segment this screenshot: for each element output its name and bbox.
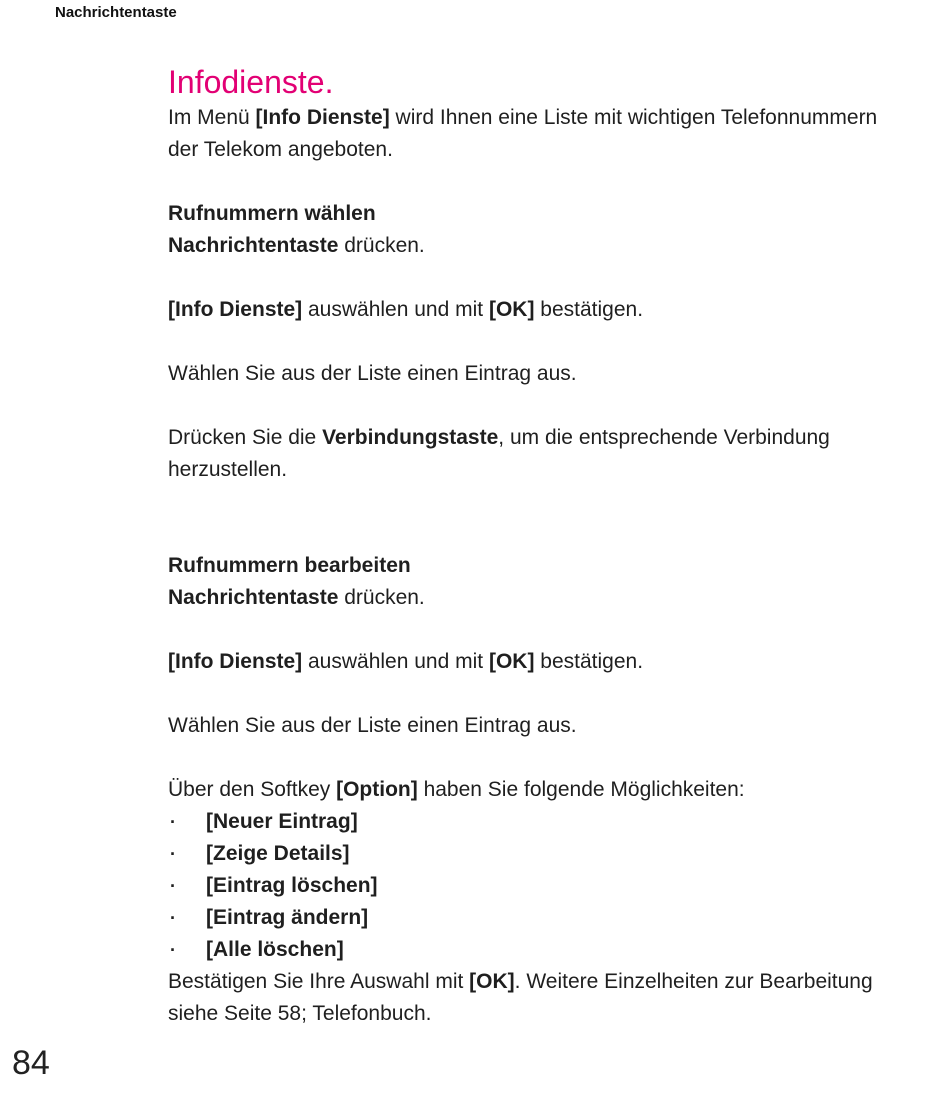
- edit-step-2-post: bestätigen.: [534, 650, 644, 673]
- page-content: [168, 62, 908, 1030]
- intro-menu-ref: [Info Dienste]: [255, 106, 390, 129]
- option-label: [Alle löschen]: [206, 938, 344, 961]
- bullet-icon: ·: [170, 844, 176, 864]
- running-head: Nachrichtentaste: [55, 4, 177, 21]
- dial-step-1-key: Nachrichtentaste: [168, 234, 339, 257]
- intro-post: wird Ihnen eine Liste mit wichtigen Telefonnummern der Telekom angeboten.: [168, 106, 878, 161]
- options-softkey: [Option]: [336, 778, 418, 801]
- dial-step-1: [168, 230, 908, 262]
- dial-step-4-post: , um die entsprechende Verbindung herzustellen.: [168, 426, 830, 481]
- intro-pre: Im Menü: [168, 106, 256, 129]
- option-label: [Eintrag löschen]: [206, 874, 378, 897]
- edit-step-1-key: Nachrichtentaste: [168, 586, 339, 609]
- options-intro: [168, 774, 908, 806]
- dial-step-2: [168, 294, 908, 326]
- dial-step-3: Wählen Sie aus der Liste einen Eintrag aus.: [168, 362, 577, 385]
- page-title: Infodienste.: [168, 64, 334, 100]
- dial-step-2-menu: [Info Dienste]: [168, 298, 303, 321]
- dial-step-2-ok: [OK]: [488, 298, 535, 321]
- edit-step-2: [168, 646, 908, 678]
- confirm-paragraph: [168, 966, 908, 1030]
- confirm-post: . Weitere Einzelheiten zur Bearbeitung siehe Seite 58; Telefonbuch.: [168, 970, 873, 1025]
- confirm-pre: Bestätigen Sie Ihre Auswahl mit: [168, 970, 470, 993]
- list-item: [168, 806, 908, 838]
- dial-step-4: [168, 422, 908, 486]
- section-heading-edit: Rufnummern bearbeiten: [168, 554, 411, 577]
- bullet-icon: ·: [170, 812, 176, 832]
- list-item: [168, 870, 908, 902]
- edit-step-2-ok: [OK]: [488, 650, 535, 673]
- dial-step-4-pre: Drücken Sie die: [168, 426, 323, 449]
- edit-step-3: Wählen Sie aus der Liste einen Eintrag aus.: [168, 714, 577, 737]
- list-item: [168, 934, 908, 966]
- bullet-icon: ·: [170, 908, 176, 928]
- bullet-icon: ·: [170, 940, 176, 960]
- section-heading-dial: Rufnummern wählen: [168, 202, 376, 225]
- options-intro-post: haben Sie folgende Möglichkeiten:: [417, 778, 745, 801]
- edit-step-2-mid: auswählen und mit: [302, 650, 489, 673]
- edit-step-1-text: drücken.: [338, 586, 425, 609]
- list-item: [168, 902, 908, 934]
- options-list: [168, 806, 908, 966]
- option-label: [Neuer Eintrag]: [206, 810, 358, 833]
- bullet-icon: ·: [170, 876, 176, 896]
- dial-step-2-post: bestätigen.: [534, 298, 644, 321]
- dial-step-1-text: drücken.: [338, 234, 425, 257]
- dial-step-2-mid: auswählen und mit: [302, 298, 489, 321]
- list-item: [168, 838, 908, 870]
- edit-step-1: [168, 582, 908, 614]
- dial-step-4-key: Verbindungstaste: [322, 426, 499, 449]
- option-label: [Zeige Details]: [206, 842, 350, 865]
- edit-step-2-menu: [Info Dienste]: [168, 650, 303, 673]
- intro-paragraph: [168, 102, 908, 166]
- options-intro-pre: Über den Softkey: [168, 778, 337, 801]
- option-label: [Eintrag ändern]: [206, 906, 369, 929]
- confirm-ok: [OK]: [469, 970, 515, 993]
- page-number: 84: [12, 1044, 50, 1082]
